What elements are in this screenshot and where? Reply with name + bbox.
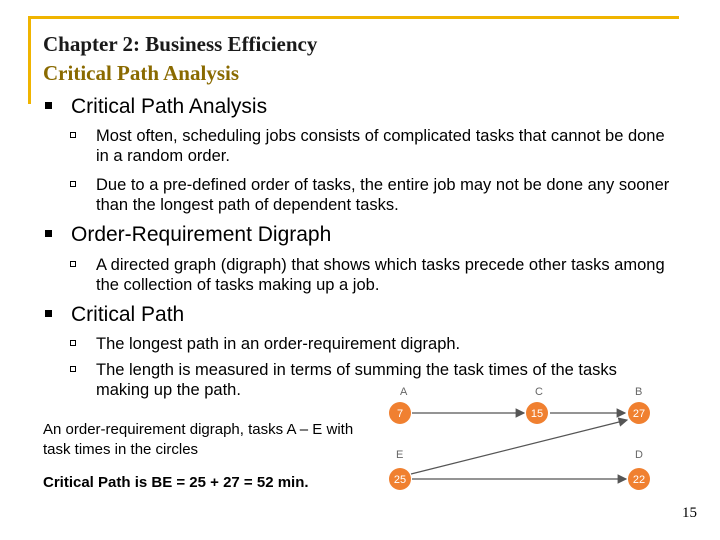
bullet-label: Order-Requirement Digraph [71,223,332,246]
bullet-marker [45,310,52,317]
bullet-label: Critical Path Analysis [71,95,268,118]
bullet-label: Critical Path [71,303,185,326]
bullet-marker [45,230,52,237]
slide-frame-left [28,16,31,104]
sub-bullet-marker [70,261,76,267]
sub-bullet-text: Due to a pre-defined order of tasks, the entire job may not be done any sooner than the longest path of dependent tasks. [96,176,670,214]
node-c [526,386,548,424]
node-b [628,386,650,424]
sub-bullet-text: The length is measured in terms of summing the task times of the tasks making up the path. [96,361,617,399]
sub-bullet-text: Most often, scheduling jobs consists of complicated tasks that cannot be done in a random order. [96,127,665,165]
chapter-title: Chapter 2: Business Efficiency [43,32,318,56]
sub-bullet-marker [70,366,76,372]
slide-title [43,30,317,88]
sub-bullet-marker [70,181,76,187]
node-label: E [396,449,404,461]
node-label: C [535,386,543,398]
sub-bullet-marker [70,132,76,138]
node-a [389,386,411,424]
sub-bullet-text: A directed graph (digraph) that shows which tasks precede other tasks among the collection of tasks making up a job. [96,256,665,294]
digraph-caption: An order-requirement digraph, tasks A – E with task times in the circles [43,421,354,458]
node-time: 27 [632,408,646,420]
order-requirement-digraph [380,383,680,493]
node-d [628,449,650,490]
section-title: Critical Path Analysis [43,61,240,85]
node-time: 25 [393,474,407,486]
sub-bullet-marker [70,340,76,346]
node-time: 22 [632,474,646,486]
bullet-marker [45,102,52,109]
node-time: 15 [530,408,544,420]
node-label: B [635,386,643,398]
edge-e-b [411,420,627,474]
node-e [389,449,411,490]
slide-frame-top [28,16,679,19]
node-label: A [400,386,408,398]
node-time: 7 [396,408,404,420]
page-number: 15 [682,505,697,521]
sub-bullet-text: The longest path in an order-requirement digraph. [96,335,461,353]
critical-path-result: Critical Path is BE = 25 + 27 = 52 min. [43,474,309,491]
node-label: D [635,449,643,461]
